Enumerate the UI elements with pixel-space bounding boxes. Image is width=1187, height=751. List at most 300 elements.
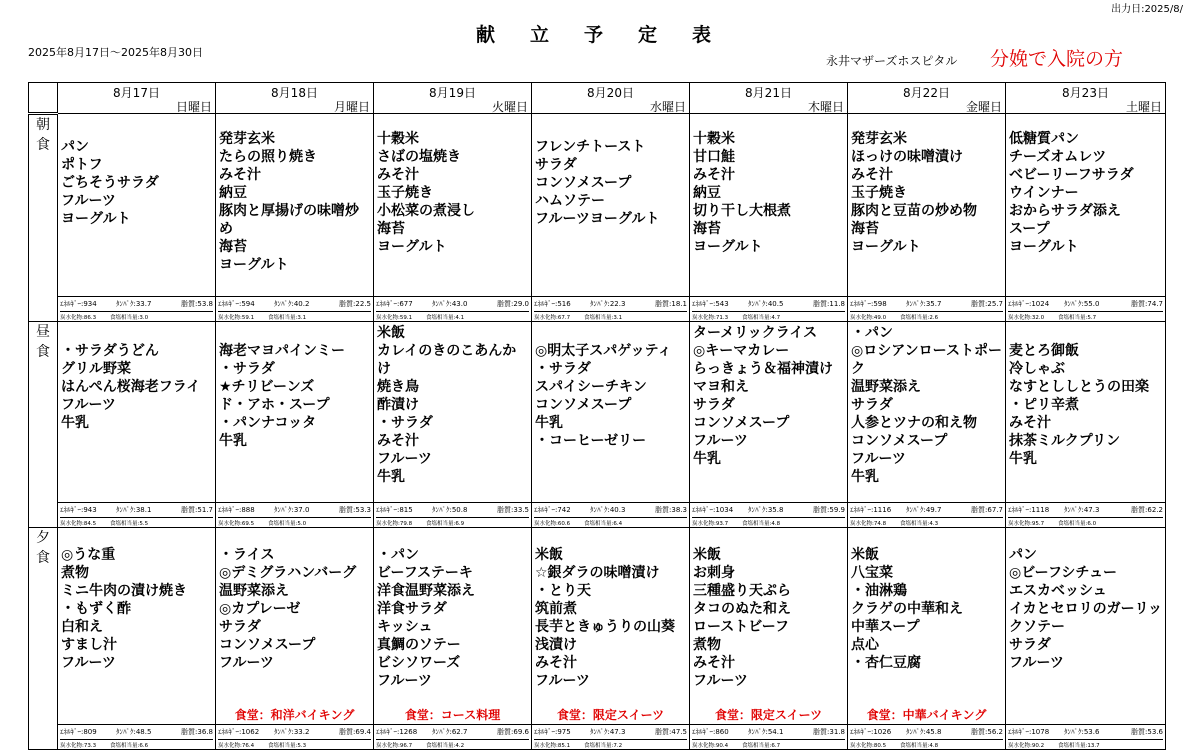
title-char: 予	[583, 24, 603, 46]
dish-item: 抹茶ミルクプリン	[1009, 433, 1121, 449]
dish-list	[851, 324, 1003, 486]
dish-item: お刺身	[693, 565, 735, 581]
breakfast-cell-3	[532, 114, 690, 322]
dish-item: ビシソワーズ	[377, 655, 461, 671]
day-header-5	[848, 83, 1006, 114]
dish-item: さばの塩焼き	[377, 149, 461, 165]
nutrition-box	[374, 724, 531, 749]
dish-item: タコのぬた和え	[693, 601, 791, 617]
protein-value: ﾀﾝﾊﾟｸ:22.3	[590, 300, 626, 308]
breakfast-cell-1	[216, 114, 374, 322]
nutrition-box	[532, 724, 689, 749]
protein-value: ﾀﾝﾊﾟｸ:48.5	[116, 728, 152, 736]
day-date: 8月18日	[271, 86, 318, 100]
dish-item: エスカベッシュ	[1009, 583, 1107, 599]
dish-list	[219, 342, 371, 450]
dish-item: コンソメスープ	[693, 415, 790, 431]
dish-item: 牛乳	[219, 433, 247, 449]
dish-item: フルーツ	[851, 451, 906, 467]
dinner-cell-4	[690, 528, 848, 750]
carb-value: 炭水化物:69.5	[218, 521, 255, 527]
dish-item: 洋食温野菜添え	[377, 583, 475, 599]
day-date: 8月23日	[1062, 86, 1109, 100]
salt-value: 食塩相当量:13.7	[1058, 743, 1100, 749]
fat-value: 脂質:67.7	[971, 506, 1003, 514]
dish-item: ◎デミグラハンバーグ	[219, 565, 357, 581]
energy-value: ｴﾈﾙｷﾞｰ:1024	[1008, 300, 1050, 308]
dish-item: 牛乳	[377, 469, 405, 485]
dish-list	[377, 546, 529, 690]
protein-value: ﾀﾝﾊﾟｸ:33.2	[274, 728, 310, 736]
dish-item: ・油淋鶏	[851, 583, 907, 599]
dish-item: みそ汁	[219, 167, 261, 183]
dish-item: イカとセロリのガーリックソテー	[1009, 601, 1163, 635]
dish-item: 中華スープ	[851, 619, 920, 635]
dish-item: ごちそうサラダ	[61, 175, 159, 191]
dish-item: 長芋ときゅうりの山葵	[535, 619, 675, 635]
dish-item: パン	[1009, 547, 1037, 563]
protein-value: ﾀﾝﾊﾟｸ:62.7	[432, 728, 468, 736]
nutrition-box	[216, 296, 373, 321]
dish-item: みそ汁	[377, 167, 419, 183]
dish-item: ヨーグルト	[693, 239, 763, 255]
dish-item: 牛乳	[851, 469, 879, 485]
salt-value: 食塩相当量:4.1	[426, 315, 465, 321]
energy-value: ｴﾈﾙｷﾞｰ:1078	[1008, 728, 1050, 736]
day-weekday: 木曜日	[807, 100, 844, 114]
dish-item: ローストビーフ	[693, 619, 790, 635]
fat-value: 脂質:31.8	[813, 728, 845, 736]
fat-value: 脂質:53.6	[1131, 728, 1163, 736]
dish-item: カレイのきのこあんかけ	[377, 343, 517, 377]
nutrition-box	[848, 724, 1005, 749]
dish-list	[851, 546, 1003, 672]
dish-item: ポトフ	[61, 157, 103, 173]
nutrition-box	[1006, 502, 1165, 527]
dish-item: 白和え	[61, 619, 103, 635]
dish-item: ビーフステーキ	[377, 565, 473, 581]
protein-value: ﾀﾝﾊﾟｸ:35.7	[906, 300, 942, 308]
fat-value: 脂質:38.3	[655, 506, 687, 514]
energy-value: ｴﾈﾙｷﾞｰ:860	[692, 728, 729, 736]
title-char: 表	[691, 24, 711, 46]
lunch-cell-1	[216, 322, 374, 528]
day-header-1	[216, 83, 374, 114]
dish-item: 人参とツナの和え物	[851, 415, 977, 431]
protein-value: ﾀﾝﾊﾟｸ:45.8	[906, 728, 942, 736]
dish-item: ターメリックライス	[693, 325, 818, 341]
day-weekday: 日曜日	[175, 100, 212, 114]
dish-item: ・パン	[851, 325, 893, 341]
fat-value: 脂質:29.0	[497, 300, 529, 308]
dish-list	[1009, 546, 1163, 672]
carb-value: 炭水化物:74.8	[850, 521, 887, 527]
dish-item: 洋食サラダ	[377, 601, 447, 617]
salt-value: 食塩相当量:6.7	[742, 743, 781, 749]
carb-value: 炭水化物:71.3	[692, 315, 729, 321]
dish-item: フルーツ	[61, 193, 116, 209]
dish-item: ド・アホ・スープ	[219, 397, 330, 413]
dish-item: 八宝菜	[851, 565, 893, 581]
carb-value: 炭水化物:90.4	[692, 743, 729, 749]
protein-value: ﾀﾝﾊﾟｸ:47.3	[590, 728, 626, 736]
dish-item: 米飯	[535, 547, 563, 563]
nutrition-box	[374, 502, 531, 527]
dish-item: 納豆	[219, 185, 247, 201]
dinner-row	[29, 528, 1166, 750]
salt-value: 食塩相当量:4.8	[900, 743, 939, 749]
dish-list	[1009, 130, 1163, 256]
dish-item: キッシュ	[377, 619, 433, 635]
hospital-name: 永井マザーズホスピタル	[826, 54, 958, 68]
dish-item: フルーツ	[61, 397, 116, 413]
energy-value: ｴﾈﾙｷﾞｰ:943	[60, 506, 97, 514]
dish-item: ベビーリーフサラダ	[1009, 167, 1134, 183]
breakfast-cell-4	[690, 114, 848, 322]
lunch-cell-6	[1006, 322, 1166, 528]
carb-value: 炭水化物:76.4	[218, 743, 255, 749]
dish-item: 米飯	[377, 325, 405, 341]
day-header-6	[1006, 83, 1166, 114]
dish-item: ・コーヒーゼリー	[535, 433, 647, 449]
fat-value: 脂質:74.7	[1131, 300, 1163, 308]
carb-value: 炭水化物:73.3	[60, 743, 97, 749]
carb-value: 炭水化物:84.5	[60, 521, 97, 527]
lunch-cell-3	[532, 322, 690, 528]
dish-item: 牛乳	[1009, 451, 1037, 467]
dish-item: ・ライス	[219, 547, 275, 563]
dish-item: フルーツ	[377, 451, 432, 467]
dish-item: すまし汁	[61, 637, 117, 653]
dish-item: みそ汁	[693, 167, 735, 183]
dish-item: サラダ	[1009, 637, 1051, 653]
fat-value: 脂質:53.8	[181, 300, 213, 308]
dish-item: たらの照り焼き	[219, 149, 317, 165]
carb-value: 炭水化物:49.0	[850, 315, 887, 321]
fat-value: 脂質:62.2	[1131, 506, 1163, 514]
energy-value: ｴﾈﾙｷﾞｰ:598	[850, 300, 887, 308]
dish-item: ウインナー	[1009, 185, 1079, 201]
dish-item: 十穀米	[693, 131, 735, 147]
dish-list	[851, 130, 1003, 256]
energy-value: ｴﾈﾙｷﾞｰ:975	[534, 728, 571, 736]
dish-item: 米飯	[693, 547, 721, 563]
carb-value: 炭水化物:80.5	[850, 743, 887, 749]
protein-value: ﾀﾝﾊﾟｸ:43.0	[432, 300, 468, 308]
dish-list	[219, 130, 371, 274]
dish-item: フルーツ	[535, 673, 590, 689]
dish-item: 豚肉と豆苗の炒め物	[851, 203, 977, 219]
dish-item: ・パン	[377, 547, 419, 563]
event-label: 食堂：中華バイキング	[866, 708, 987, 722]
meal-label-dinner: 夕 食	[29, 528, 58, 750]
dish-item: 玉子焼き	[377, 185, 433, 201]
fat-value: 脂質:53.3	[339, 506, 371, 514]
carb-value: 炭水化物:79.8	[376, 521, 413, 527]
dish-item: 筑前煮	[535, 601, 577, 617]
fat-value: 脂質:25.7	[971, 300, 1003, 308]
dish-item: ・杏仁豆腐	[851, 655, 921, 671]
energy-value: ｴﾈﾙｷﾞｰ:815	[376, 506, 413, 514]
dinner-cell-6	[1006, 528, 1166, 750]
breakfast-cell-2	[374, 114, 532, 322]
dish-item: ・とり天	[535, 583, 591, 599]
dish-item: サラダ	[535, 157, 577, 173]
energy-value: ｴﾈﾙｷﾞｰ:809	[60, 728, 97, 736]
day-date: 8月20日	[587, 86, 634, 100]
lunch-row	[29, 322, 1166, 528]
dish-list	[693, 130, 845, 256]
dish-item: ・パンナコッタ	[219, 415, 317, 431]
dish-list	[535, 342, 687, 450]
dish-item: コンソメスープ	[535, 397, 632, 413]
dish-item: 焼き鳥	[377, 379, 419, 395]
day-header-0	[58, 83, 216, 114]
title-char: 立	[529, 24, 549, 46]
breakfast-cell-5	[848, 114, 1006, 322]
nutrition-box	[690, 502, 847, 527]
dish-item: 温野菜添え	[851, 379, 921, 395]
dish-item: おからサラダ添え	[1009, 203, 1121, 219]
fat-value: 脂質:33.5	[497, 506, 529, 514]
protein-value: ﾀﾝﾊﾟｸ:33.7	[116, 300, 152, 308]
energy-value: ｴﾈﾙｷﾞｰ:1034	[692, 506, 734, 514]
dish-item: 発芽玄米	[851, 131, 907, 147]
dish-item: 麦とろ御飯	[1009, 343, 1079, 359]
day-weekday: 水曜日	[649, 100, 686, 114]
dish-item: チーズオムレツ	[1009, 149, 1107, 165]
dish-list	[377, 324, 529, 486]
salt-value: 食塩相当量:5.3	[268, 743, 307, 749]
salt-value: 食塩相当量:7.2	[584, 743, 623, 749]
dish-item: 切り干し大根煮	[693, 203, 791, 219]
carb-value: 炭水化物:85.1	[534, 743, 571, 749]
dish-item: ヨーグルト	[1009, 239, 1079, 255]
dish-item: ・サラダ	[219, 361, 275, 377]
protein-value: ﾀﾝﾊﾟｸ:40.3	[590, 506, 626, 514]
dish-list	[535, 138, 687, 228]
energy-value: ｴﾈﾙｷﾞｰ:594	[218, 300, 255, 308]
salt-value: 食塩相当量:5.5	[110, 521, 149, 527]
day-date: 8月22日	[903, 86, 950, 100]
salt-value: 食塩相当量:6.4	[584, 521, 623, 527]
meal-label-breakfast: 朝 食	[29, 114, 58, 322]
carb-value: 炭水化物:67.7	[534, 315, 571, 321]
protein-value: ﾀﾝﾊﾟｸ:54.1	[748, 728, 784, 736]
dish-item: 小松菜の煮浸し	[377, 203, 475, 219]
nutrition-box	[216, 724, 373, 749]
carb-value: 炭水化物:90.2	[1008, 743, 1045, 749]
dish-item: ・もずく酢	[61, 601, 131, 617]
energy-value: ｴﾈﾙｷﾞｰ:888	[218, 506, 255, 514]
salt-value: 食塩相当量:4.2	[426, 743, 465, 749]
dish-item: スパイシーチキン	[535, 379, 647, 395]
dish-list	[693, 324, 845, 468]
dish-item: 三種盛り天ぷら	[693, 583, 791, 599]
dish-item: フルーツ	[693, 673, 748, 689]
dish-item: スープ	[1009, 221, 1050, 237]
dish-item: ・ピリ辛煮	[1009, 397, 1079, 413]
dish-list	[535, 546, 687, 690]
fat-value: 脂質:51.7	[181, 506, 213, 514]
fat-value: 脂質:18.1	[655, 300, 687, 308]
dish-item: マヨ和え	[693, 379, 749, 395]
energy-value: ｴﾈﾙｷﾞｰ:516	[534, 300, 571, 308]
dish-item: ・サラダうどん	[61, 343, 159, 359]
dish-item: みそ汁	[535, 655, 577, 671]
dish-item: みそ汁	[851, 167, 893, 183]
day-header-2	[374, 83, 532, 114]
dish-item: 牛乳	[693, 451, 721, 467]
dish-list	[693, 546, 845, 690]
dish-item: 真鯛のソテー	[377, 637, 461, 653]
dish-item: らっきょう＆福神漬け	[693, 361, 833, 377]
dish-item: ◎ロシアンローストポーク	[851, 343, 1002, 377]
dish-item: ヨーグルト	[851, 239, 921, 255]
salt-value: 食塩相当量:3.1	[268, 315, 307, 321]
event-label: 食堂：和洋バイキング	[234, 708, 355, 722]
dish-item: フレンチトースト	[535, 139, 646, 155]
dish-item: 低糖質パン	[1009, 131, 1079, 147]
event-label: 食堂：限定スイーツ	[556, 708, 665, 722]
energy-value: ｴﾈﾙｷﾞｰ:1118	[1008, 506, 1050, 514]
dish-item: ・サラダ	[535, 361, 591, 377]
dish-item: なすとししとうの田楽	[1009, 379, 1149, 395]
dish-item: 煮物	[693, 637, 721, 653]
dish-item: ★チリビーンズ	[219, 379, 315, 395]
protein-value: ﾀﾝﾊﾟｸ:37.0	[274, 506, 310, 514]
fat-value: 脂質:59.9	[813, 506, 845, 514]
salt-value: 食塩相当量:4.7	[742, 315, 781, 321]
subtitle: 分娩で入院の方	[990, 48, 1124, 70]
dish-item: ◎キーマカレー	[693, 343, 790, 359]
day-header-row	[29, 83, 1166, 114]
dish-item: 海苔	[219, 239, 247, 255]
dish-item: 浅漬け	[535, 637, 577, 653]
nutrition-box	[1006, 724, 1165, 749]
fat-value: 脂質:36.8	[181, 728, 213, 736]
fat-value: 脂質:11.8	[813, 300, 845, 308]
nutrition-box	[848, 502, 1005, 527]
corner-cell	[29, 83, 58, 114]
protein-value: ﾀﾝﾊﾟｸ:40.5	[748, 300, 784, 308]
carb-value: 炭水化物:93.7	[692, 521, 729, 527]
dish-item: フルーツ	[219, 655, 274, 671]
nutrition-box	[216, 502, 373, 527]
dish-item: フルーツ	[61, 655, 116, 671]
dish-item: 酢漬け	[377, 397, 419, 413]
dish-item: 点心	[851, 637, 879, 653]
carb-value: 炭水化物:96.7	[376, 743, 413, 749]
dish-item: みそ汁	[1009, 415, 1051, 431]
lunch-cell-4	[690, 322, 848, 528]
dish-item: 海老マヨパインミー	[219, 343, 345, 359]
protein-value: ﾀﾝﾊﾟｸ:47.3	[1064, 506, 1100, 514]
salt-value: 食塩相当量:4.8	[742, 521, 781, 527]
carb-value: 炭水化物:32.0	[1008, 315, 1045, 321]
fat-value: 脂質:69.6	[497, 728, 529, 736]
breakfast-row	[29, 114, 1166, 322]
protein-value: ﾀﾝﾊﾟｸ:40.2	[274, 300, 310, 308]
dish-item: サラダ	[851, 397, 893, 413]
nutrition-box	[58, 502, 215, 527]
title-char: 献	[475, 24, 495, 46]
carb-value: 炭水化物:59.1	[376, 315, 413, 321]
dish-item: ヨーグルト	[61, 211, 131, 227]
carb-value: 炭水化物:60.6	[534, 521, 571, 527]
dish-item: コンソメスープ	[535, 175, 632, 191]
dish-list	[377, 130, 529, 256]
energy-value: ｴﾈﾙｷﾞｰ:1062	[218, 728, 260, 736]
dish-item: ヨーグルト	[377, 239, 447, 255]
dish-item: ◎カプレーゼ	[219, 601, 301, 617]
day-date: 8月17日	[113, 86, 160, 100]
energy-value: ｴﾈﾙｷﾞｰ:934	[60, 300, 97, 308]
salt-value: 食塩相当量:6.6	[110, 743, 149, 749]
dinner-cell-0	[58, 528, 216, 750]
dinner-cell-1	[216, 528, 374, 750]
dinner-cell-3	[532, 528, 690, 750]
dish-list	[1009, 342, 1163, 468]
dish-item: 十穀米	[377, 131, 419, 147]
carb-value: 炭水化物:86.3	[60, 315, 97, 321]
energy-value: ｴﾈﾙｷﾞｰ:1116	[850, 506, 892, 514]
dish-item: 海苔	[377, 221, 405, 237]
breakfast-cell-0	[58, 114, 216, 322]
day-header-4	[690, 83, 848, 114]
event-label: 食堂：コース料理	[404, 708, 501, 722]
dish-item: ヨーグルト	[219, 257, 289, 273]
protein-value: ﾀﾝﾊﾟｸ:49.7	[906, 506, 942, 514]
dish-item: ◎うな重	[61, 547, 116, 563]
dish-item: コンソメスープ	[851, 433, 948, 449]
protein-value: ﾀﾝﾊﾟｸ:53.6	[1064, 728, 1100, 736]
energy-value: ｴﾈﾙｷﾞｰ:677	[376, 300, 413, 308]
output-date: 出力日:2025/8/	[1111, 4, 1183, 15]
dish-item: フルーツ	[1009, 655, 1064, 671]
dish-item: サラダ	[219, 619, 261, 635]
salt-value: 食塩相当量:3.1	[584, 315, 623, 321]
day-date: 8月19日	[429, 86, 476, 100]
dish-item: ・サラダ	[377, 415, 433, 431]
day-weekday: 金曜日	[965, 100, 1002, 114]
dish-item: 発芽玄米	[219, 131, 275, 147]
dinner-cell-2	[374, 528, 532, 750]
carb-value: 炭水化物:95.7	[1008, 521, 1045, 527]
dish-item: ミニ牛肉の漬け焼き	[61, 583, 187, 599]
dish-item: 煮物	[61, 565, 89, 581]
dish-item: ほっけの味噌漬け	[851, 149, 963, 165]
salt-value: 食塩相当量:6.0	[1058, 521, 1097, 527]
nutrition-box	[532, 296, 689, 321]
protein-value: ﾀﾝﾊﾟｸ:55.0	[1064, 300, 1100, 308]
dish-item: みそ汁	[377, 433, 419, 449]
dish-item: 海苔	[851, 221, 879, 237]
dish-item: 納豆	[693, 185, 721, 201]
day-weekday: 火曜日	[491, 100, 528, 114]
salt-value: 食塩相当量:6.9	[426, 521, 465, 527]
energy-value: ｴﾈﾙｷﾞｰ:742	[534, 506, 571, 514]
dish-item: 牛乳	[535, 415, 563, 431]
fat-value: 脂質:22.5	[339, 300, 371, 308]
nutrition-box	[690, 724, 847, 749]
day-weekday: 月曜日	[333, 100, 370, 114]
dish-item: サラダ	[693, 397, 735, 413]
dish-item: ☆銀ダラの味噌漬け	[535, 565, 660, 581]
salt-value: 食塩相当量:2.6	[900, 315, 939, 321]
nutrition-box	[848, 296, 1005, 321]
dish-list	[219, 546, 371, 672]
